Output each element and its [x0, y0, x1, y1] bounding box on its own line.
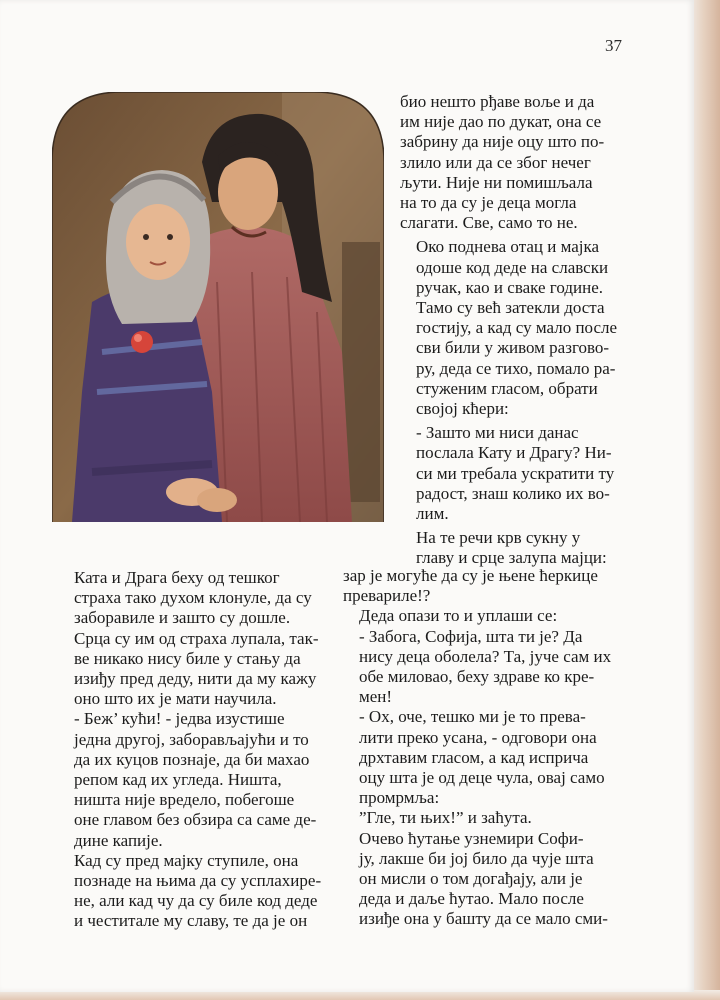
text-line: мен! [359, 687, 393, 707]
text-line: - Забога, Софија, шта ти је? Да [359, 626, 583, 646]
page-number: 37 [605, 36, 622, 55]
text-line: на то да су је деца могла [400, 193, 577, 213]
text-line: - Беж’ кући! - једва изустише [74, 709, 285, 729]
text-line: он мисли о том догађају, али је [359, 869, 583, 889]
paragraph [400, 237, 636, 419]
text-line: послала Кату и Драгу? Ни- [416, 443, 612, 463]
paragraph [400, 92, 636, 233]
illustration-two-girls [52, 92, 384, 522]
text-line: оцу шта је од деце чула, овај само [359, 768, 605, 788]
paragraph [58, 851, 334, 932]
paragraph [343, 829, 636, 930]
text-line: злило или да се због нечег [400, 152, 591, 172]
paragraph [58, 568, 334, 709]
text-line: љути. Није ни помишљала [400, 172, 593, 192]
text-line: Срца су им од страха лупала, так- [74, 628, 319, 648]
right-column-bottom [343, 566, 636, 930]
text-line: познаде на њима да су усплахире- [74, 871, 322, 891]
text-line: гостију, а кад су мало после [416, 318, 618, 338]
text-line: Деда опази то и уплаши се: [359, 606, 558, 626]
text-line: сви били у живом разгово- [416, 338, 610, 358]
paragraph [58, 709, 334, 850]
right-column-top [400, 92, 636, 569]
text-line: превариле!? [343, 586, 431, 606]
text-line: и честитале му славу, те да је он [74, 911, 308, 931]
text-line: оне главом без обзира са саме де- [74, 810, 317, 830]
text-line: дрхтавим гласом, а кад исприча [359, 747, 589, 767]
text-line: зар је могуће да су је њене ћеркице [343, 566, 598, 585]
text-line: ру, деда се тихо, помало ра- [416, 358, 616, 378]
text-line: ручак, као и сваке године. [416, 277, 603, 297]
text-line: заборавиле и зашто су дошле. [74, 608, 291, 628]
text-line: слагати. Све, само то не. [400, 213, 578, 233]
text-line: одоше код деде на славски [416, 257, 609, 277]
text-line: си ми требала ускратити ту [416, 463, 615, 483]
paragraph [400, 423, 636, 524]
text-line: - Зашто ми ниси данас [416, 423, 579, 443]
text-line: обе миловао, беху здраве ко кре- [359, 667, 595, 687]
text-line: - Ох, оче, тешко ми је то прева- [359, 707, 586, 727]
illustration-art [52, 92, 384, 522]
text-line: стуженим гласом, обрати [416, 378, 598, 398]
text-line: изиђу пред деду, нити да му кажу [74, 669, 317, 689]
text-line: оно што их је мати научила. [74, 689, 277, 709]
text-line: био нешто рђаве воље и да [400, 92, 595, 111]
text-line: главу и срце залупа мајци: [416, 548, 607, 568]
text-line: дине капије. [74, 830, 163, 850]
text-line: деда и даље ћутао. Мало после [359, 889, 584, 909]
left-column [58, 568, 334, 932]
text-line: промрмља: [359, 788, 440, 808]
paragraph [343, 566, 636, 606]
text-line: забрину да није оцу што по- [400, 132, 605, 152]
text-line: ништа није вредело, побегоше [74, 790, 295, 810]
text-line: Очево ћутање узнемири Софи- [359, 828, 584, 848]
text-line: да их куцов познаје, да би махао [74, 749, 310, 769]
text-line: изиђе она у башту да се мало сми- [359, 909, 608, 929]
paragraph [343, 627, 636, 708]
text-line: лим. [416, 504, 449, 524]
paragraph [343, 707, 636, 808]
text-line: својој кћери: [416, 399, 509, 419]
text-line: ве никако нису биле у стању да [74, 648, 301, 668]
text-line: репом кад их угледа. Ништа, [74, 770, 282, 790]
text-line: страха тако духом клонуле, да су [74, 588, 312, 608]
paragraph [343, 606, 636, 626]
text-line: Око поднева отац и мајка [416, 237, 600, 257]
text-line: На те речи крв сукну у [416, 528, 581, 548]
text-line: Кад су пред мајку ступиле, она [74, 850, 299, 870]
text-line: не, али кад чу да су биле код деде [74, 891, 318, 911]
text-line: једна другој, заборављајући и то [74, 729, 309, 749]
paragraph [400, 528, 636, 568]
text-line: Тамо су већ затекли доста [416, 298, 605, 318]
text-line: Ката и Драга беху од тешког [74, 568, 280, 587]
text-line: ју, лакше би јој било да чује шта [359, 848, 594, 868]
text-line: нису деца оболела? Та, јуче сам их [359, 646, 612, 666]
text-line: ”Гле, ти њих!” и заћута. [359, 808, 532, 828]
text-line: им није дао по дукат, она се [400, 112, 602, 132]
text-line: радост, знаш колико их во- [416, 483, 610, 503]
paragraph [343, 808, 636, 828]
page-edge-right [692, 0, 720, 1000]
text-line: лити преко усана, - одговори она [359, 727, 597, 747]
